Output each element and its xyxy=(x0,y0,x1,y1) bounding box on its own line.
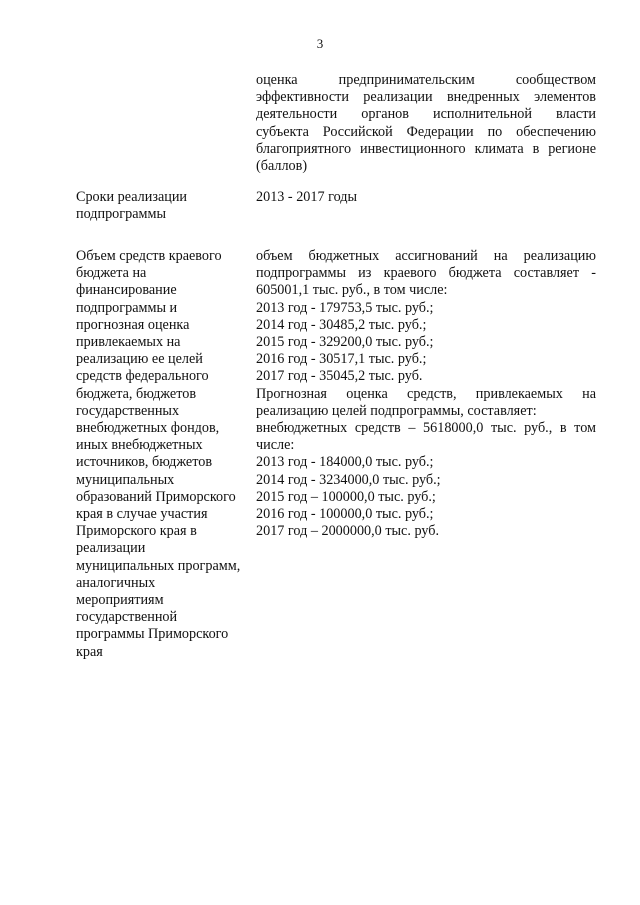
text-line: государственных xyxy=(76,402,180,419)
text-line: 2013 год - 184000,0 тыс. руб.; xyxy=(256,454,434,471)
text-line: 605001,1 тыс. руб., в том числе: xyxy=(256,282,448,299)
text-line: 2016 год - 30517,1 тыс. руб.; xyxy=(256,351,427,368)
text-line: 2014 год - 30485,2 тыс. руб.; xyxy=(256,316,427,333)
text-line: 2017 год – 2000000,0 тыс. руб. xyxy=(256,523,440,540)
text-line: 2017 год - 35045,2 тыс. руб. xyxy=(256,368,423,385)
text-line: прогнозная оценка xyxy=(76,316,190,333)
text-line: подпрограммы xyxy=(76,206,166,223)
indicator-description xyxy=(256,72,596,175)
text-line: привлекаемых на xyxy=(76,334,181,351)
text-line: программы Приморского xyxy=(76,626,229,643)
text-line: числе: xyxy=(256,437,295,454)
text-line: Сроки реализации xyxy=(76,189,188,205)
text-line: края в случае участия xyxy=(76,506,208,523)
text-line: Объем средств краевого xyxy=(76,248,222,264)
text-line: средств федерального xyxy=(76,368,209,385)
page-number: 3 xyxy=(316,36,324,51)
text-line: реализации xyxy=(76,540,146,557)
text-line: подпрограммы и xyxy=(76,299,178,316)
implementation-period-value xyxy=(256,189,596,206)
text-line: 2015 год - 329200,0 тыс. руб.; xyxy=(256,334,434,351)
text-line: внебюджетных средств – 5618000,0 тыс. руб., в том xyxy=(256,420,596,437)
text-line: 2016 год - 100000,0 тыс. руб.; xyxy=(256,506,434,523)
text-line: эффективности реализации внедренных элементов xyxy=(256,89,596,106)
text-line: края xyxy=(76,643,103,660)
funding-label xyxy=(76,248,254,661)
text-line: объем бюджетных ассигнований на реализацию xyxy=(256,248,596,264)
text-line: подпрограммы из краевого бюджета составляет - xyxy=(256,265,596,282)
text-line: образований Приморского xyxy=(76,488,236,505)
text-line: бюджета на xyxy=(76,265,147,282)
implementation-period-label xyxy=(76,189,254,223)
text-line: 2013 - 2017 годы xyxy=(256,189,358,205)
text-line: 2014 год - 3234000,0 тыс. руб.; xyxy=(256,471,441,488)
text-line: иных внебюджетных xyxy=(76,437,203,454)
text-line: финансирование xyxy=(76,282,177,299)
text-line: мероприятиям xyxy=(76,592,164,609)
text-line: Приморского края в xyxy=(76,523,197,540)
text-line: 2013 год - 179753,5 тыс. руб.; xyxy=(256,299,434,316)
text-line: благоприятного инвестиционного климата в регионе xyxy=(256,140,596,157)
text-line: государственной xyxy=(76,609,178,626)
text-line: бюджета, бюджетов xyxy=(76,385,197,402)
text-line: муниципальных программ, xyxy=(76,557,241,574)
text-line: реализацию ее целей xyxy=(76,351,203,368)
text-line: Прогнозная оценка средств, привлекаемых на xyxy=(256,385,596,402)
text-line: 2015 год – 100000,0 тыс. руб.; xyxy=(256,488,436,505)
text-line: аналогичных xyxy=(76,574,156,591)
text-line: внебюджетных фондов, xyxy=(76,420,220,437)
text-line: субъекта Российской Федерации по обеспечению xyxy=(256,123,596,140)
text-line: реализацию целей подпрограммы, составляет: xyxy=(256,402,537,419)
funding-value xyxy=(256,248,596,540)
text-line: источников, бюджетов xyxy=(76,454,213,471)
text-line: (баллов) xyxy=(256,158,308,175)
text-line: оценка предпринимательским сообществом xyxy=(256,72,596,88)
text-line: муниципальных xyxy=(76,471,175,488)
text-line: деятельности органов исполнительной власти xyxy=(256,106,596,123)
